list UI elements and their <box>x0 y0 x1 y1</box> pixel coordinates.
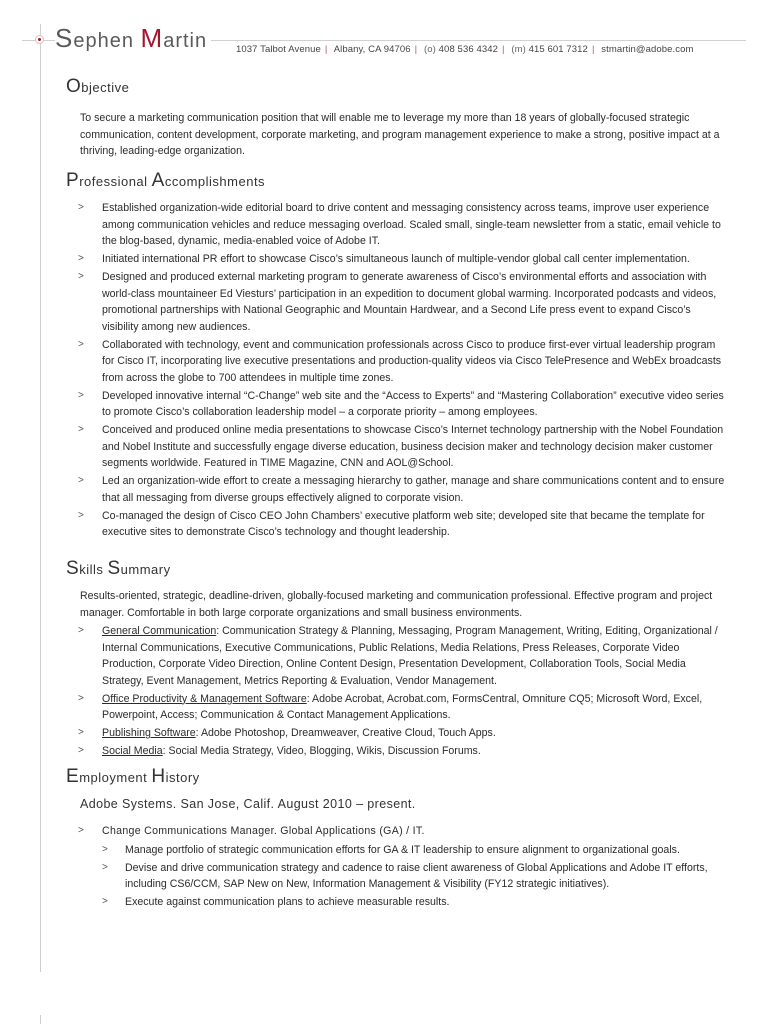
name-initial-last: M <box>140 23 164 53</box>
list-item <box>80 337 730 387</box>
address: 1037 Talbot Avenue <box>236 44 321 55</box>
title-rest: bjective <box>81 80 130 95</box>
skill-text: : Adobe Acrobat, Acrobat.com, FormsCentral, Omniture CQ5; Microsoft Word, Excel, Powerpoint, Access; Communication & Contact Management Applications. <box>102 692 703 721</box>
item-text: Established organization-wide editorial board to drive content and messaging consistency across teams, improve user experience among communication vehicles and reduce messaging overload. Scaled small, single-team newsletter from a static, email vehicle to the blog-based, dynamic, media-enabled voice of Adobe IT. <box>102 202 721 247</box>
list-item <box>80 508 730 541</box>
name-last-rest: artin <box>163 30 208 52</box>
section-title-objective <box>66 76 129 98</box>
email[interactable]: stmartin@adobe.com <box>601 44 694 55</box>
office-label: (o) <box>424 44 436 55</box>
list-item <box>102 860 730 893</box>
duty-text: Devise and drive communication strategy and cadence to raise client awareness of Global Applications and Adobe IT efforts, including CS6/CCM, SAP New on New, Information Management & Visibility (FY12 strategic initiatives). <box>125 861 708 890</box>
duty-text: Execute against communication plans to achieve measurable results. <box>125 896 450 908</box>
item-text: Collaborated with technology, event and communication professionals across Cisco to produce first-ever virtual leadership program for Cisco IT, incorporating live executive presentations and production-quality videos via Cisco TelePresence and WebEx broadcasts from across the globe to 700 attendees in multiple time zones. <box>102 338 722 384</box>
mobile-phone: 415 601 7312 <box>528 44 588 55</box>
item-text: Co-managed the design of Cisco CEO John Chambers’ executive platform web site; developed site that became the template for executive sites to demonstrate Cisco’s technology and thought leadership. <box>102 509 705 538</box>
separator: | <box>324 44 328 55</box>
role-item <box>80 823 730 911</box>
title-cap: H <box>151 766 166 787</box>
item-text: Designed and produced external marketing program to generate awareness of Cisco’s environmental efforts and association with world-class mountaineer Ed Viesturs’ participation in an expedition to document global warming. Incorporated podcasts and videos, promotional partnerships with National Geographic and Mountain Hardwear, and a Second Life press event to expand Cisco’s visibility among new audiences. <box>102 271 717 333</box>
skill-category: Office Productivity & Management Software <box>102 692 307 705</box>
title-cap: A <box>151 170 165 191</box>
section-title-employment <box>66 766 200 788</box>
chevron-right-icon: > <box>78 271 84 282</box>
title-rest: ummary <box>120 562 171 577</box>
list-item <box>102 894 730 911</box>
duty-text: Manage portfolio of strategic communication efforts for GA & IT leadership to ensure alignment to organizational goals. <box>125 843 680 856</box>
accomplishments-list <box>80 200 730 542</box>
list-item <box>80 743 730 760</box>
mobile-label: (m) <box>511 44 526 55</box>
chevron-right-icon: > <box>78 509 84 521</box>
crosshair-target-icon <box>35 35 44 44</box>
chevron-right-icon: > <box>78 727 84 738</box>
title-rest: rofessional <box>79 174 152 189</box>
list-item <box>80 200 730 250</box>
list-item <box>102 842 730 859</box>
skill-category: General Communication <box>102 625 217 637</box>
separator: | <box>414 44 418 55</box>
list-item <box>80 473 730 506</box>
chevron-right-icon: > <box>102 896 108 907</box>
chevron-right-icon: > <box>78 475 84 486</box>
contact-line <box>236 44 694 55</box>
list-item <box>80 691 730 724</box>
chevron-right-icon: > <box>78 202 84 213</box>
title-rest: kills <box>79 562 108 577</box>
list-item <box>80 725 730 742</box>
employment-list <box>80 823 730 912</box>
separator: | <box>591 44 595 55</box>
list-item <box>80 251 730 268</box>
section-title-skills <box>66 558 171 580</box>
office-phone: 408 536 4342 <box>438 44 498 55</box>
role-title: Change Communications Manager. Global Applications (GA) / IT. <box>102 825 425 837</box>
title-cap: O <box>66 76 82 97</box>
employer-line: Adobe Systems. San Jose, Calif. August 2010 – present. <box>80 797 416 811</box>
title-cap: S <box>66 558 80 579</box>
chevron-right-icon: > <box>78 625 84 636</box>
chevron-right-icon: > <box>78 825 85 836</box>
chevron-right-icon: > <box>78 424 84 435</box>
title-cap: P <box>66 170 80 191</box>
item-text: Led an organization-wide effort to create a messaging hierarchy to gather, manage and share communications content and to ensure that all messaging from diverse groups effectively aligned to corporate vision. <box>102 475 725 504</box>
list-item <box>80 269 730 335</box>
skill-text: : Adobe Photoshop, Dreamweaver, Creative Cloud, Touch Apps. <box>195 727 496 739</box>
chevron-right-icon: > <box>78 338 84 350</box>
section-title-accomplishments <box>66 170 265 192</box>
skill-category: Social Media <box>102 745 163 757</box>
margin-rule-vertical <box>40 24 41 972</box>
title-rest: ccomplishments <box>164 174 266 189</box>
skill-category: Publishing Software <box>102 727 196 739</box>
chevron-right-icon: > <box>78 692 84 704</box>
skill-text: : Social Media Strategy, Video, Blogging, Wikis, Discussion Forums. <box>162 745 481 757</box>
list-item <box>80 388 730 421</box>
name-first-rest: ephen <box>73 30 134 52</box>
title-rest: istory <box>165 770 200 785</box>
chevron-right-icon: > <box>78 745 84 756</box>
skills-intro: Results-oriented, strategic, deadline-driven, globally-focused marketing and communication professional. Effective program and project manager. Comfortable in both large corporate organizations and small business environments. <box>80 590 713 619</box>
margin-rule-vertical-lower <box>40 1015 41 1024</box>
list-item <box>80 623 730 689</box>
title-rest: mployment <box>79 770 152 785</box>
title-cap: S <box>107 558 121 579</box>
skill-text: : Communication Strategy & Planning, Messaging, Program Management, Writing, Editing, Organizational / Internal Communications, Executive Communications, Public Relations, Media Relations, Press Releases, Corporate Video Production, Corporate Video Direction, Online Content Design, Presentation Development, Collaboration Tools, Social Media Strategy, Event Management, Metrics Reporting & Evaluation, Vendor Management. <box>102 625 718 687</box>
chevron-right-icon: > <box>102 843 108 855</box>
chevron-right-icon: > <box>78 253 84 264</box>
title-cap: E <box>66 766 80 787</box>
chevron-right-icon: > <box>102 861 108 873</box>
chevron-right-icon: > <box>78 389 84 401</box>
name-initial-first: S <box>55 23 74 53</box>
duties-list <box>102 842 730 911</box>
objective-text: To secure a marketing communication position that will enable me to leverage my more than 18 years of globally-focused strategic communication, content development, corporate marketing, and program management experience to make a strong, positive impact at a thriving, leading-edge organization. <box>80 112 720 157</box>
item-text: Initiated international PR effort to showcase Cisco’s simultaneous launch of multiple-vendor global call center implementation. <box>102 253 690 265</box>
item-text: Developed innovative internal “C-Change” web site and the “Access to Experts” and “Mastering Collaboration” executive video series to promote Cisco’s collaboration leadership model – a corporate priority – among employees. <box>102 389 724 418</box>
list-item <box>80 422 730 472</box>
item-text: Conceived and produced online media presentations to showcase Cisco’s Internet technology partnership with the Nobel Foundation and Nobel Institute and successfully engage diverse education, business decision maker and technology decision maker customer segments worldwide. Featured in TIME Magazine, CNN and AOL@School. <box>102 424 724 469</box>
city: Albany, CA 94706 <box>333 44 411 55</box>
candidate-name <box>55 24 211 55</box>
separator: | <box>502 44 505 55</box>
skills-list <box>80 623 730 761</box>
